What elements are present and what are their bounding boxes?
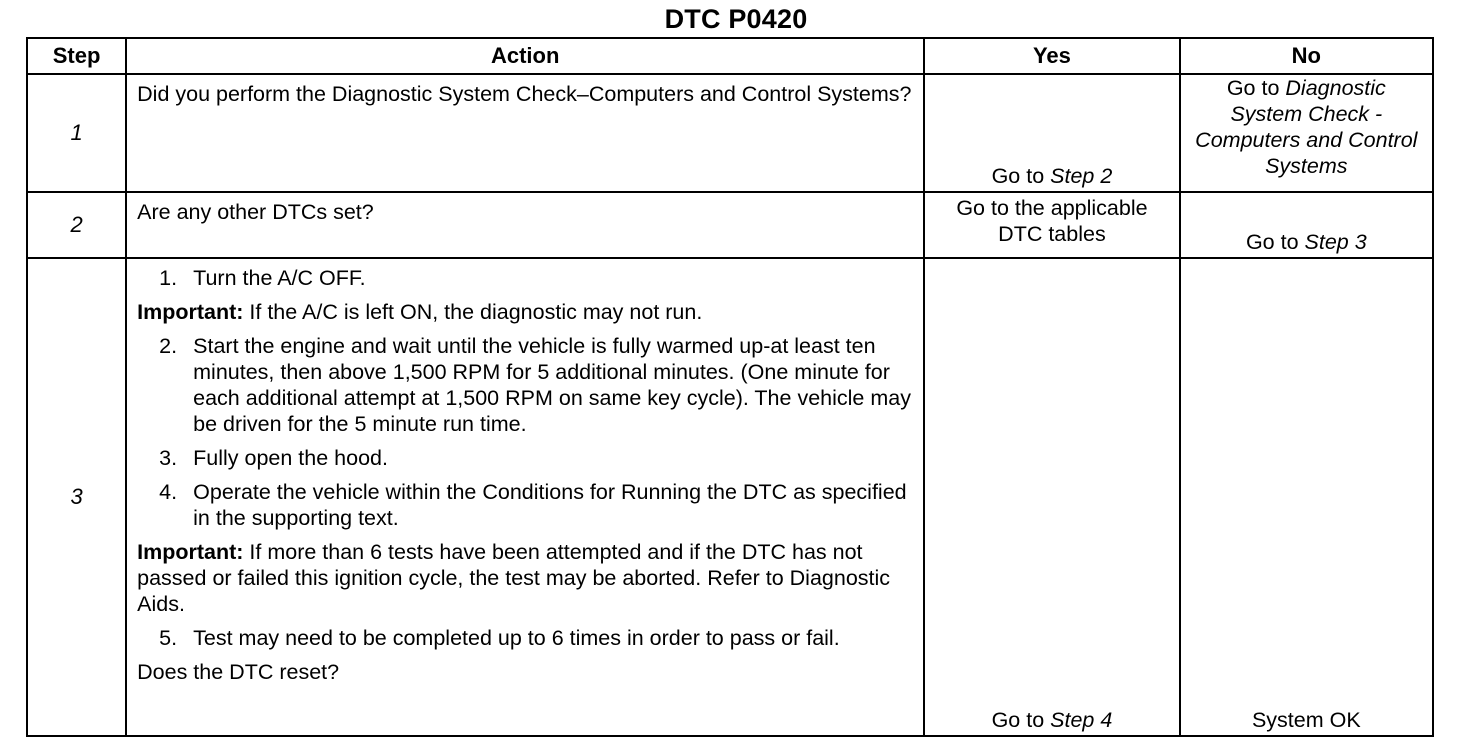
item-number: 2. [159,334,178,358]
list-item [137,625,913,651]
item-text: Fully open the hood. [193,446,388,470]
no-cell [1180,74,1433,192]
step-number: 1 [27,74,126,192]
action-text: Are any other DTCs set? [137,200,374,224]
header-step: Step [27,38,126,74]
no-text [1181,229,1432,255]
no-prefix: Go to [1245,230,1305,254]
yes-cell [924,74,1179,192]
no-cell [1180,192,1433,258]
list-item [137,265,913,291]
action-text: Did you perform the Diagnostic System Check–Computers and Control Systems? [137,82,912,106]
important-text: If more than 6 tests have been attempted and if the DTC has not passed or failed this ignition cycle, the test may be aborted. Refer to Diagnostic Aids. [137,540,891,616]
yes-cell [924,258,1179,736]
important-label: Important: [137,540,244,564]
important-label: Important: [137,300,244,324]
step-number: 3 [27,258,126,736]
diagnostic-table [26,37,1434,737]
yes-prefix: Go to [991,708,1051,732]
yes-link[interactable]: Step 2 [1050,164,1113,188]
important-note [137,299,913,325]
no-prefix: Go to [1226,76,1286,100]
important-note [137,539,913,617]
no-text [1181,75,1432,179]
question-text: Does the DTC reset? [137,660,340,684]
header-action: Action [126,38,924,74]
yes-text: Go to the applicable DTC tables [956,196,1148,246]
item-text: Start the engine and wait until the vehicle is fully warmed up-at least ten minutes, then above 1,500 RPM for 5 additional minutes. (One minute for each additional attempt at 1,500 RPM on same key cycle). The vehicle may be driven for the 5 minute run time. [193,334,911,436]
yes-text [925,163,1178,189]
list-item [137,479,913,531]
page-title: DTC P0420 [664,4,808,34]
no-link[interactable]: Step 3 [1304,230,1367,254]
no-link[interactable]: Diagnostic System Check - Computers and Control Systems [1195,76,1418,178]
item-number: 1. [159,266,178,290]
no-cell [1180,258,1433,736]
yes-text [925,707,1178,733]
no-text: System OK [1251,708,1361,732]
action-cell [126,74,924,192]
item-number: 5. [159,626,178,650]
table-row [27,74,1433,192]
action-cell [126,192,924,258]
item-text: Turn the A/C OFF. [193,266,366,290]
item-text: Test may need to be completed up to 6 times in order to pass or fail. [193,626,840,650]
list-item [137,333,913,437]
item-number: 3. [159,446,178,470]
yes-link[interactable]: Step 4 [1050,708,1113,732]
header-row [27,38,1433,74]
action-cell [126,258,924,736]
step-number: 2 [27,192,126,258]
header-no: No [1180,38,1433,74]
list-item [137,445,913,471]
header-yes: Yes [924,38,1179,74]
important-text: If the A/C is left ON, the diagnostic may not run. [243,300,703,324]
item-text: Operate the vehicle within the Conditions for Running the DTC as specified in the supporting text. [193,480,907,530]
table-row [27,192,1433,258]
table-row [27,258,1433,736]
yes-prefix: Go to [991,164,1051,188]
item-number: 4. [159,480,178,504]
yes-cell [924,192,1179,258]
